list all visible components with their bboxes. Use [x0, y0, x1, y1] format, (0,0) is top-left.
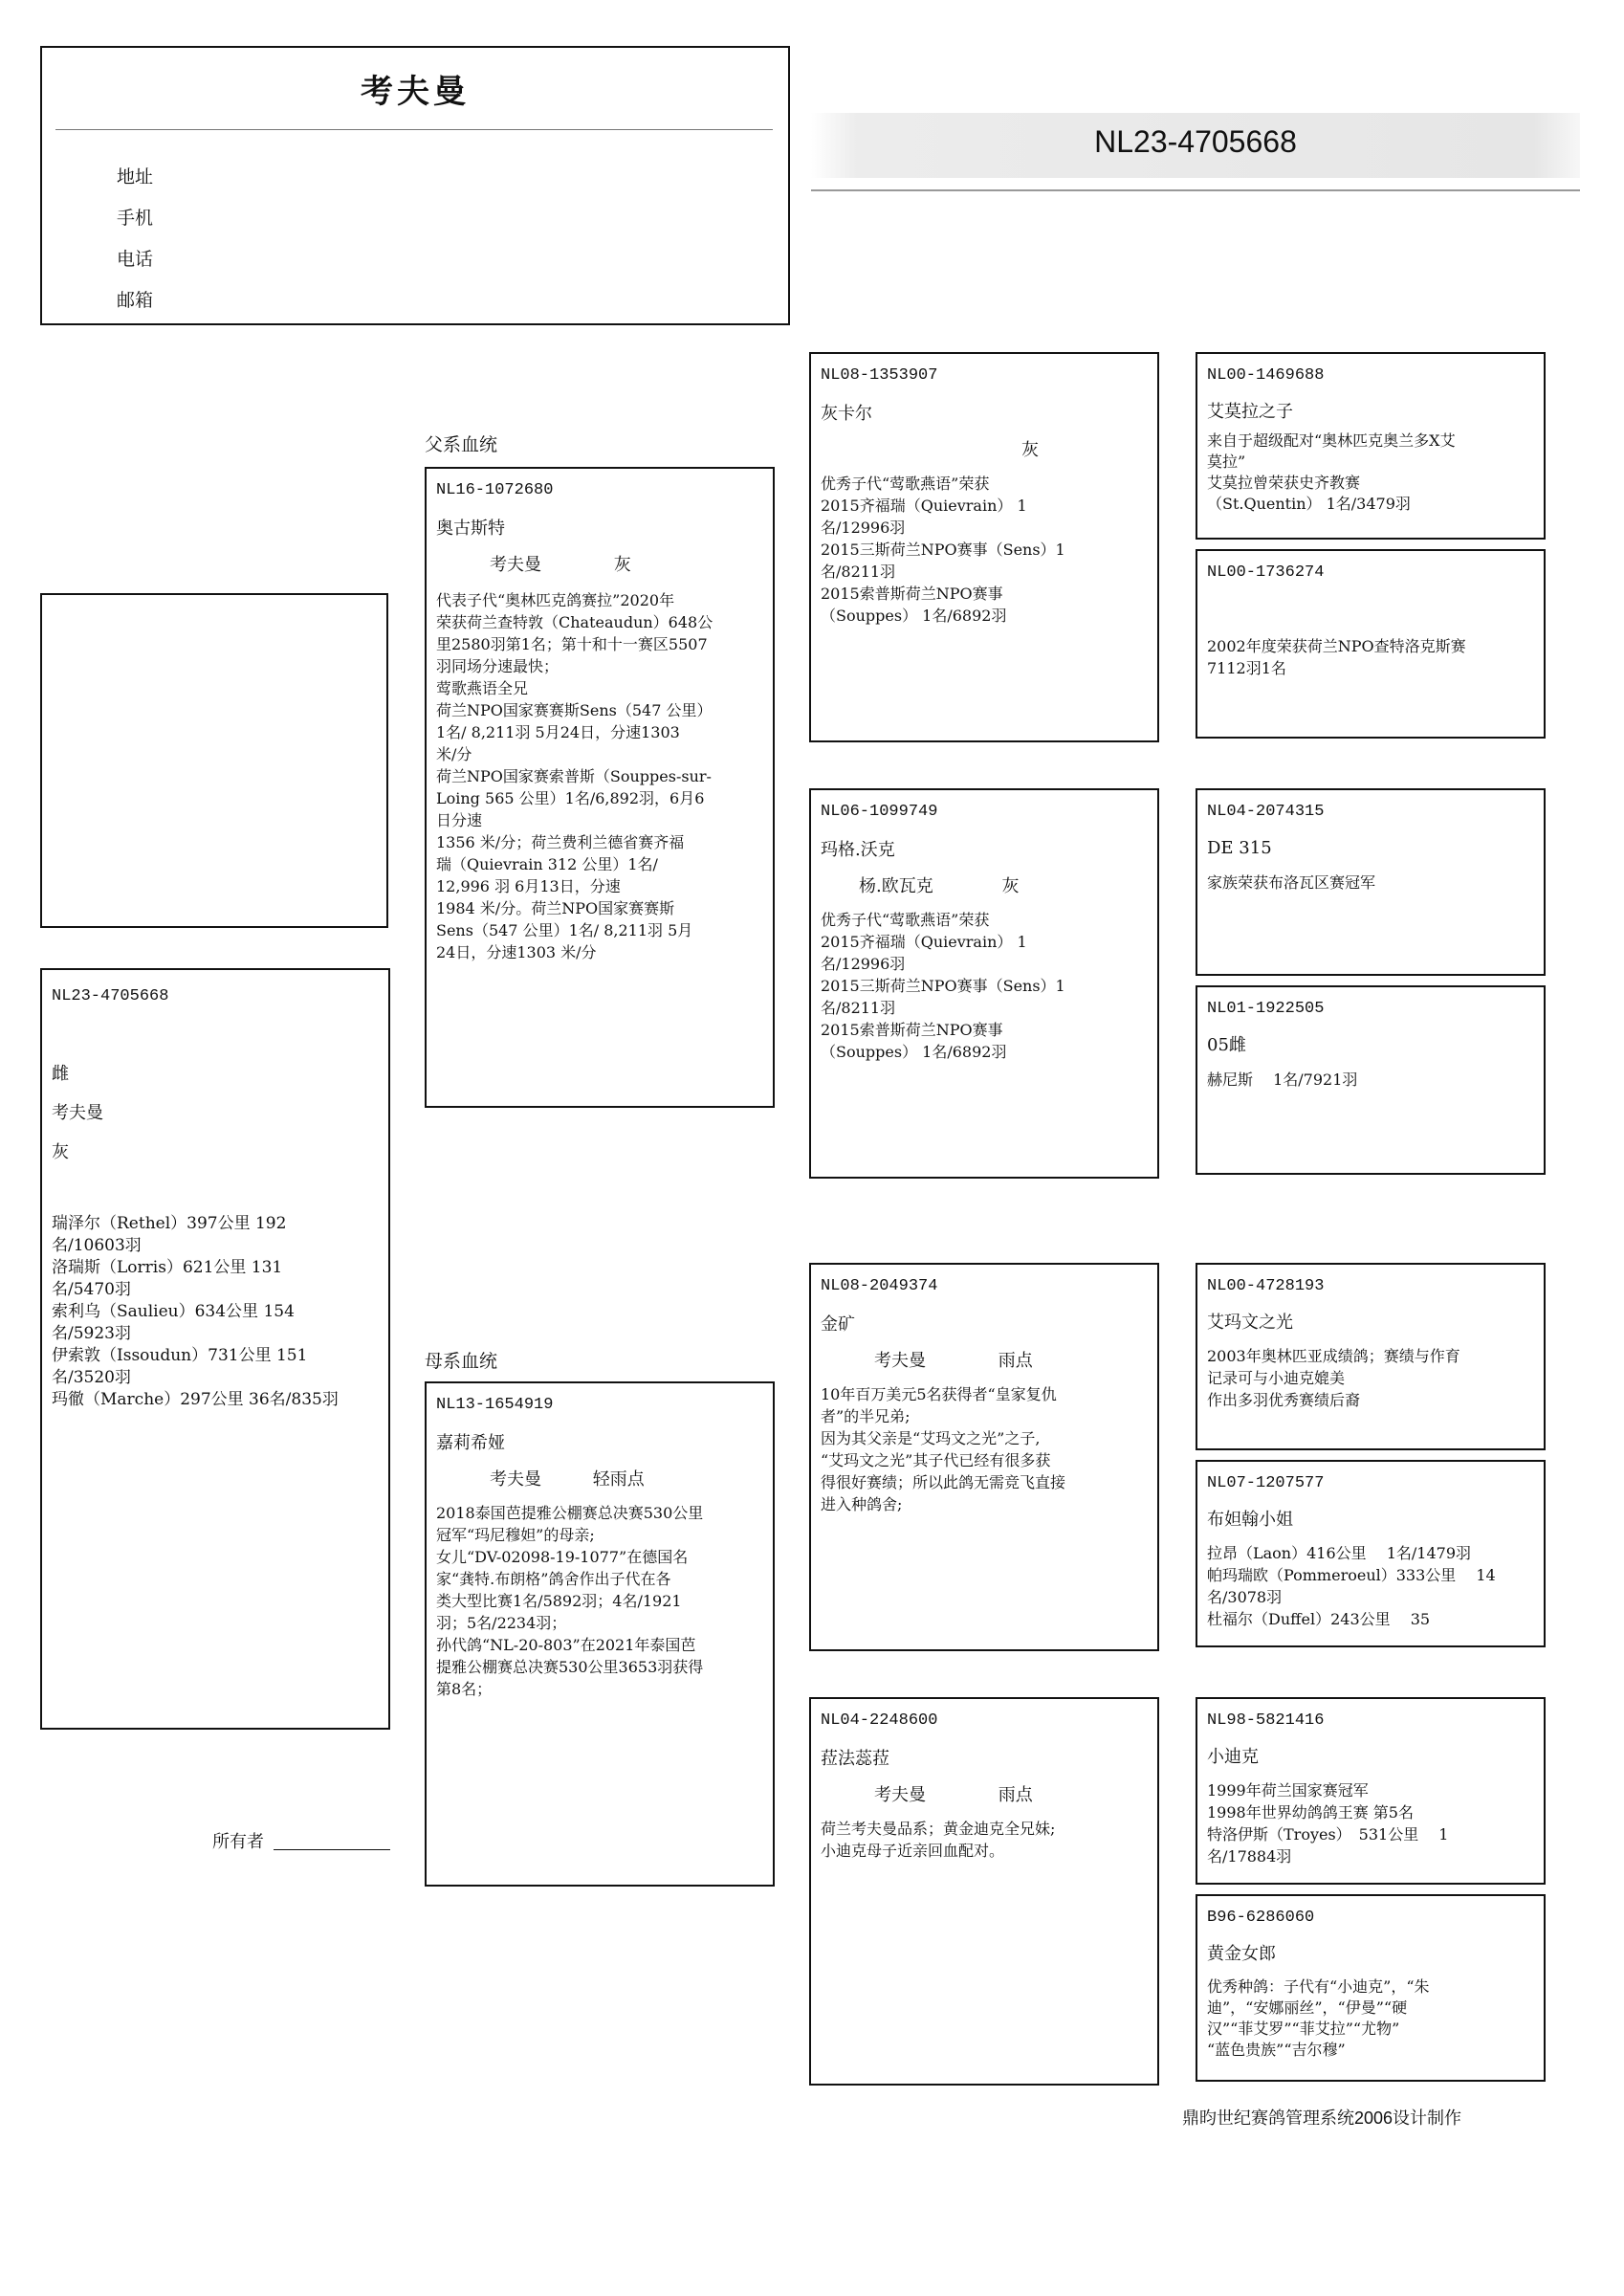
dds-ring: NL98-5821416 [1207, 1711, 1325, 1730]
sds-name: DE 315 [1207, 838, 1272, 858]
ss-color-row [821, 440, 1148, 461]
ddd-name: 黄金女郎 [1207, 1944, 1276, 1964]
sd-text [821, 909, 1148, 1063]
text-line: “蓝色贵族”“吉尔穆” [1207, 2041, 1346, 2059]
text-line: Sens（547 公里）1名/ 8,211羽 5月 [436, 921, 693, 939]
ddd-box [1196, 1894, 1546, 2082]
sds-box [1196, 788, 1546, 976]
text-line: 第8名； [436, 1680, 493, 1698]
sire-box [425, 467, 775, 1108]
text-line: 进入种鸽舍; [821, 1495, 903, 1513]
dsd-ring: NL07-1207577 [1207, 1474, 1325, 1492]
text-line: 因为其父亲是“艾玛文之光”之子, [821, 1429, 1041, 1447]
text-line: 艾莫拉曾荣获史齐教赛 [1207, 474, 1361, 492]
text-line: 瑞（Quievrain 312 公里）1名/ [436, 855, 658, 873]
text-line: 汉”“菲艾罗”“菲艾拉”“尤物” [1207, 2020, 1400, 2038]
sire-owner: 考夫曼 [490, 555, 541, 575]
text-line: 12,996 羽 6月13日，分速 [436, 877, 621, 895]
text-line: 作出多羽优秀赛绩后裔 [1207, 1391, 1361, 1409]
text-line: 帕玛瑞欧（Pommeroeul）333公里 14 [1207, 1566, 1496, 1584]
sire-name: 奥古斯特 [436, 519, 505, 539]
dss-text [1207, 1345, 1534, 1411]
ring-number-rule [811, 189, 1580, 191]
text-line: 特洛伊斯（Troyes） 531公里 1 [1207, 1825, 1449, 1843]
text-line: 2015索普斯荷兰NPO赛事 [821, 585, 1003, 603]
text-line: 2015齐福瑞（Quievrain） 1 [821, 933, 1027, 951]
owner-signature-label: 所有者 [212, 1832, 264, 1851]
footer-credit: 鼎昀世纪赛鸽管理系统2006设计制作 [1182, 2108, 1462, 2128]
text-line: 者”的半兄弟; [821, 1407, 911, 1425]
text-line: 代表子代“奥林匹克鸽赛拉”2020年 [436, 591, 675, 609]
dd-ring: NL04-2248600 [821, 1711, 938, 1730]
text-line: 2015索普斯荷兰NPO赛事 [821, 1021, 1003, 1039]
subject-result-line: 洛瑞斯（Lorris）621公里 131 [52, 1258, 283, 1277]
sss-name: 艾莫拉之子 [1207, 402, 1293, 422]
text-line: 2003年奥林匹亚成绩鸽；赛绩与作育 [1207, 1347, 1460, 1365]
text-line: 米/分 [436, 745, 472, 763]
text-line: 荷兰考夫曼品系；黄金迪克全兄妹; [821, 1820, 1056, 1838]
dam-owner-color-row [436, 1469, 763, 1490]
sds-text [1207, 872, 1534, 894]
ds-ring: NL08-2049374 [821, 1277, 938, 1295]
subject-owner: 考夫曼 [52, 1103, 103, 1123]
dd-owner-color-row [821, 1785, 1148, 1806]
dam-ring: NL13-1654919 [436, 1396, 554, 1414]
sire-sire-box [809, 352, 1159, 742]
dam-color: 轻雨点 [592, 1469, 645, 1490]
text-line: 1名/ 8,211羽 5月24日，分速1303 [436, 723, 680, 741]
text-line: 名/12996羽 [821, 955, 906, 973]
subject-sex: 雌 [52, 1064, 69, 1084]
ssd-box [1196, 549, 1546, 739]
text-line: 2018泰国芭提雅公棚赛总决赛530公里 [436, 1504, 704, 1522]
text-line: 记录可与小迪克媲美 [1207, 1369, 1346, 1387]
text-line: 10年百万美元5名获得者“皇家复仇 [821, 1385, 1057, 1403]
dd-name: 菈法蕊菈 [821, 1749, 889, 1769]
subject-result-line: 玛徹（Marche）297公里 36名/835羽 [52, 1390, 339, 1409]
owner-signature-rule [274, 1849, 390, 1850]
text-line: 1984 米/分。荷兰NPO国家赛赛斯 [436, 899, 675, 917]
subject-result-line: 名/5470羽 [52, 1280, 131, 1299]
sd-color: 灰 [1001, 876, 1020, 896]
owner-field-email: 邮箱 [117, 291, 154, 311]
sds-ring: NL04-2074315 [1207, 803, 1325, 821]
subject-result-line: 名/10603羽 [52, 1236, 142, 1255]
ddd-text [1207, 1976, 1534, 2061]
text-line: 孙代鸽“NL-20-803”在2021年泰国芭 [436, 1636, 696, 1654]
text-line: 1998年世界幼鸽鸽王赛 第5名 [1207, 1803, 1414, 1821]
dss-name: 艾玛文之光 [1207, 1313, 1293, 1333]
sd-ring: NL06-1099749 [821, 803, 938, 821]
text-line: 荣获荷兰查特敦（Chateaudun）648公 [436, 613, 713, 631]
dsd-box [1196, 1460, 1546, 1647]
text-line: （Souppes） 1名/6892羽 [821, 1043, 1007, 1061]
sd-owner-color-row [821, 876, 1148, 897]
ss-ring: NL08-1353907 [821, 366, 938, 385]
text-line: 荷兰NPO国家赛赛斯Sens（547 公里） [436, 701, 713, 719]
sdd-box [1196, 985, 1546, 1175]
sss-ring: NL00-1469688 [1207, 366, 1325, 385]
text-line: 女儿“DV-02098-19-1077”在德国名 [436, 1548, 689, 1566]
dam-dam-box [809, 1697, 1159, 2086]
top-ring-number: NL23-4705668 [1094, 124, 1297, 159]
text-line: 优秀子代“莺歌燕语”荣获 [821, 475, 990, 493]
sire-ring: NL16-1072680 [436, 481, 554, 499]
ds-text [821, 1383, 1148, 1515]
dd-owner: 考夫曼 [874, 1785, 926, 1805]
photo-frame [40, 593, 388, 928]
dds-text [1207, 1779, 1534, 1867]
text-line: 拉昂（Laon）416公里 1名/1479羽 [1207, 1544, 1472, 1562]
text-line: 莺歌燕语全兄 [436, 679, 529, 697]
dam-owner: 考夫曼 [490, 1469, 541, 1490]
subject-result-line: 瑞泽尔（Rethel）397公里 192 [52, 1214, 287, 1233]
text-line: 名/8211羽 [821, 563, 896, 581]
ssd-ring: NL00-1736274 [1207, 563, 1325, 582]
text-line: 优秀子代“莺歌燕语”荣获 [821, 911, 990, 929]
text-line: 2002年度荣获荷兰NPO查特洛克斯赛 [1207, 637, 1466, 655]
ds-owner-color-row [821, 1351, 1148, 1372]
text-line: 名/12996羽 [821, 519, 906, 537]
text-line: 羽同场分速最快； [436, 657, 560, 675]
text-line: 2015三斯荷兰NPO赛事（Sens）1 [821, 541, 1065, 559]
sd-owner: 杨.欧瓦克 [859, 876, 933, 896]
ss-color: 灰 [1021, 440, 1039, 460]
sdd-name: 05雌 [1207, 1035, 1246, 1055]
text-line: 羽；5名/2234羽； [436, 1614, 567, 1632]
subject-color: 灰 [52, 1142, 69, 1162]
sire-owner-color-row [436, 555, 763, 576]
owner-info-box [40, 46, 790, 325]
dds-box [1196, 1697, 1546, 1885]
sss-box [1196, 352, 1546, 540]
sd-name: 玛格.沃克 [821, 840, 895, 860]
text-line: 莫拉” [1207, 453, 1246, 471]
text-line: 名/17884羽 [1207, 1847, 1292, 1866]
ss-text [821, 473, 1148, 627]
text-line: 冠军“玛尼穆妲”的母亲; [436, 1526, 595, 1544]
ddd-ring: B96-6286060 [1207, 1909, 1315, 1927]
owner-title-rule [55, 129, 773, 130]
dsd-name: 布妲翰小姐 [1207, 1510, 1293, 1530]
subject-result-line: 名/5923羽 [52, 1324, 131, 1343]
text-line: 提雅公棚赛总决赛530公里3653羽获得 [436, 1658, 704, 1676]
ds-owner: 考夫曼 [874, 1351, 926, 1371]
text-line: 日分速 [436, 811, 483, 829]
owner-field-address: 地址 [117, 167, 154, 188]
dam-section-label: 母系血统 [425, 1352, 498, 1372]
subject-bird-box [40, 968, 390, 1730]
ss-name: 灰卡尔 [821, 404, 872, 424]
dam-text [436, 1502, 763, 1700]
text-line: （Souppes） 1名/6892羽 [821, 607, 1007, 625]
ds-color: 雨点 [998, 1351, 1033, 1371]
dam-sire-box [809, 1263, 1159, 1651]
dam-name: 嘉莉希娅 [436, 1433, 505, 1453]
subject-result-line: 名/3520羽 [52, 1368, 131, 1387]
dam-box [425, 1381, 775, 1887]
text-line: 1999年荷兰国家赛冠军 [1207, 1781, 1369, 1799]
text-line: 24日，分速1303 米/分 [436, 943, 597, 961]
text-line: 7112羽1名 [1207, 659, 1286, 677]
ds-name: 金矿 [821, 1314, 855, 1335]
ssd-text [1207, 635, 1534, 679]
text-line: “艾玛文之光”其子代已经有很多获 [821, 1451, 1051, 1469]
owner-field-mobile: 手机 [117, 209, 154, 229]
subject-ring: NL23-4705668 [52, 987, 169, 1005]
text-line: 家“龚特.布朗格”鸽舍作出子代在各 [436, 1570, 671, 1588]
subject-result-line: 伊索敦（Issoudun）731公里 151 [52, 1346, 308, 1365]
text-line: 名/3078羽 [1207, 1588, 1283, 1606]
text-line: 迪”，“安娜丽丝”，“伊曼”“硬 [1207, 1998, 1408, 2017]
text-line: 小迪克母子近亲回血配对。 [821, 1842, 1005, 1860]
text-line: 2015齐福瑞（Quievrain） 1 [821, 497, 1027, 515]
text-line: 里2580羽第1名；第十和十一赛区5507 [436, 635, 708, 653]
sire-color: 灰 [613, 555, 631, 575]
text-line: 赫尼斯 1名/7921羽 [1207, 1071, 1358, 1089]
text-line: 家族荣获布洛瓦区赛冠军 [1207, 873, 1376, 892]
sire-section-label: 父系血统 [425, 435, 498, 455]
sss-text [1207, 430, 1534, 515]
dss-box [1196, 1263, 1546, 1450]
subject-result-line: 索利乌（Saulieu）634公里 154 [52, 1302, 295, 1321]
text-line: 来自于超级配对“奥林匹克奥兰多X艾 [1207, 431, 1456, 450]
dds-name: 小迪克 [1207, 1747, 1259, 1767]
subject-results [52, 1213, 379, 1411]
owner-title: 考夫曼 [361, 73, 470, 111]
text-line: 荷兰NPO国家赛索普斯（Souppes-sur- [436, 767, 712, 785]
text-line: Loing 565 公里）1名/6,892羽，6月6 [436, 789, 705, 807]
text-line: 2015三斯荷兰NPO赛事（Sens）1 [821, 977, 1065, 995]
text-line: 名/8211羽 [821, 999, 896, 1017]
sdd-text [1207, 1070, 1534, 1091]
text-line: 1356 米/分；荷兰费利兰德省赛齐福 [436, 833, 685, 851]
text-line: （St.Quentin） 1名/3479羽 [1207, 495, 1411, 513]
sdd-ring: NL01-1922505 [1207, 1000, 1325, 1018]
dd-color: 雨点 [998, 1785, 1033, 1805]
dss-ring: NL00-4728193 [1207, 1277, 1325, 1295]
sire-dam-box [809, 788, 1159, 1179]
dd-text [821, 1818, 1148, 1862]
text-line: 得很好赛绩；所以此鸽无需竞飞直接 [821, 1473, 1066, 1491]
text-line: 杜福尔（Duffel）243公里 35 [1207, 1610, 1431, 1628]
text-line: 类大型比赛1名/5892羽；4名/1921 [436, 1592, 682, 1610]
sire-text [436, 589, 763, 963]
text-line: 优秀种鸽：子代有“小迪克”，“朱 [1207, 1977, 1430, 1996]
owner-field-phone: 电话 [117, 250, 154, 270]
dsd-text [1207, 1542, 1534, 1630]
